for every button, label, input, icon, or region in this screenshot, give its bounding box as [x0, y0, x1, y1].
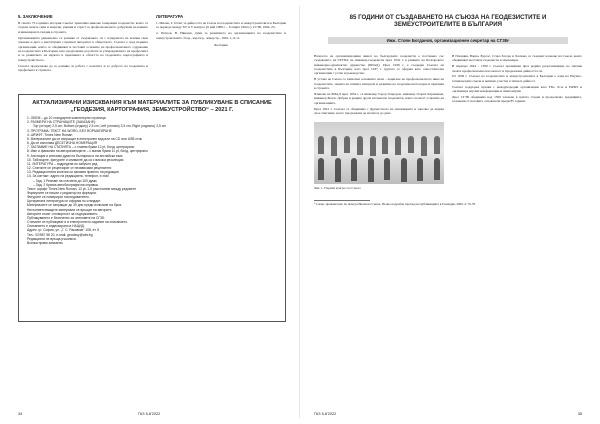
requirement-line: 2. РАЗМЕРИ НА СТРАНИЦИТЕ (ЗАКАЗАНЕ): — [27, 120, 97, 125]
requirement-line: 3. ПРОГРАМА: ТЕКСТ НА WORD, БЕЗ ФОРМАТИРАНЕ — [27, 128, 112, 133]
congress-photo — [314, 122, 444, 184]
article-paragraph: В Пловдив, Варна, Бургас, Стара Загора и Хасково се създават клонове на Съюза, които обединяват местните геодезисти и землемери. — [452, 53, 582, 63]
article-paragraph: Началото на организационния живот на българските геодезисти е поставено със създаването на ГРУПА на инженер-геодезисти през 1932 г. в рамките на Българското инженерно-архитектно дружество (БИАД). През 1936 г. е създаден Съюзът на геодезистите в България, като през 1937 г. групата се оформя като самостоятелна организация с устав и ръководство. — [314, 53, 444, 76]
article-column-right — [452, 54, 582, 190]
journal-issue: ГКЗ 5-6'2022 — [314, 412, 337, 416]
page-number: 35 — [577, 412, 582, 416]
requirement-line: Top (отгоре) 2,5 cm; Bottom (отдолу) 2,5 cm; Left (отляво) 2,5 cm; Right (отдясно) 2,5 cm — [33, 124, 167, 129]
reference-item: 2. Петров, В. Няколко думи за развитието на организацията на геодезистите и земеустроителите. Геод., картогр., земеустр., 1991, 1, 6-11. — [156, 31, 286, 40]
article-paragraph: Съюзът поддържа връзки с международни организации като FIG, ICA и ISPRS и организира научни конференции и симпозиуми. — [452, 84, 582, 94]
conclusion-paragraph: В своята 75-годишна история Съюзът приютява няколко генерации геодезисти, които са отдали своите сили и енергия, умения и страст за професионалното добруване на нашите и инженерната гилдия в страната. — [18, 21, 148, 34]
requirement-line: Фигурите се номерират последователно. — [27, 195, 90, 200]
page-number: 34 — [18, 412, 23, 416]
requirement-line: Публикуването е безплатно за членовете на СГЗБ. — [27, 215, 106, 220]
requirement-line: 7. ЗАГЛАВИЕ НА СТАТИЯТА – с главни букви 12 pt, болд, центрирано — [27, 145, 135, 150]
requirement-line: Формулите се пишат с редактор на формули. — [27, 190, 97, 195]
requirement-line: Всички права запазени. — [27, 240, 64, 245]
article-title: 85 ГОДИНИ ОТ СЪЗДАВАНЕТО НА СЪЮЗА НА ГЕОДЕЗИСТИТЕ И ЗЕМЕУСТРОИТЕЛИТЕ В БЪЛГАРИЯ — [349, 14, 547, 29]
requirement-line: 10. Таблиците, фигурите и снимките да са с висока резолюция — [27, 157, 124, 162]
requirement-line: Редакцията не връща ръкописи. — [27, 236, 77, 241]
requirement-line: Несъответстващите материали се връщат на авторите. — [27, 207, 113, 212]
article-column-left — [314, 54, 444, 190]
author-byline: Инж. Стоян Богданов, организационен секретар на СГЗБ¹ — [328, 37, 568, 44]
requirements-box — [18, 94, 286, 322]
article-paragraph: В устава на Съюза са записани основните цели – издигане на професионалното ниво на геодезистите, защита на техните интереси и развитие на геодезическата наука и практика в страната. — [314, 77, 444, 91]
requirement-line: Тел.: 02/987 58 20, e-mail: geodesy@abv.bg — [27, 232, 93, 237]
photo-people-row — [318, 158, 440, 178]
requirement-line: Авторите носят отговорност за съдържанието. — [27, 211, 99, 216]
left-page-columns — [18, 14, 286, 74]
references-heading: ЛИТЕРАТУРА — [156, 14, 184, 19]
right-page — [300, 0, 600, 424]
footnote: ¹ Слово, произнесено по повод юбилея на Съюза. Пълно подробен преглед на публикацията в Геомедия, 2009, 4, 76-78. — [314, 202, 476, 207]
photo-people-row — [318, 136, 440, 156]
conclusion-paragraph: Организацията удивително се развива от създаването си с подкрепата на всички свои членове и днес е институция с признат авторитет в обществото. Съюзът е сред първите организации, които се обединяват и поставят основите на професионалното сдружение на геодезистите в България, като продължава да работи за утвърждаването на професията и за развитието на науката и практиката в областта на геодезията, картографията и земеустройството. — [18, 35, 148, 62]
requirement-line: – Зад. 1 Резюме на статията до 100 думи; — [33, 178, 98, 183]
requirements-title-line1: АКТУАЛИЗИРАНИ ИЗИСКВАНИЯ КЪМ МАТЕРИАЛИТЕ ЗА ПУБЛИКУВАНЕ В СПИСАНИЕ — [32, 99, 272, 106]
requirement-line: Статиите се публикуват и в електронното издание на списанието. — [27, 220, 129, 225]
requirement-line: 14. За контакт: адрес на редакцията, телефон, e-mail — [27, 174, 109, 179]
requirement-line: 1. ОБЕМ – до 10 стандартни компютърни страници — [27, 116, 106, 121]
requirement-line: 8. Име и фамилия на автора/авторите – с малки букви 11 pt, болд, центрирано — [27, 149, 148, 154]
requirement-line: Материалите се изпращат до 30 дни преди излизане на броя. — [27, 203, 123, 208]
requirement-line: – Зад. 2 Кратка автобиографична справка. — [33, 182, 99, 187]
article-paragraph: В периода 1944 – 1950 г. Съюзът преминава през редица реорганизации, но запазва своята професионална насоченост и продължава дейността си. — [452, 64, 582, 73]
requirement-line: Адрес: гр. София, ул. „Г. С. Раковски“ 108, ет. 5 — [27, 228, 100, 233]
requirements-title-line2: „ГЕОДЕЗИЯ, КАРТОГРАФИЯ, ЗЕМЕУСТРОЙСТВО“ – 2021 Г. — [70, 106, 234, 113]
requirement-line: 11. ЛИТЕРАТУРА – подредена по азбучен ред — [27, 161, 98, 166]
article-paragraph: Днес СГЗБ обединява над 1500 членове в цялата страна и продължава традициите, заложени от неговите основатели преди 85 години. — [452, 95, 582, 104]
requirement-line: Текст: шрифт Times New Roman, 12 pt, 1,5 разстояние между редовете — [27, 186, 137, 191]
article-paragraph: Членове на БИАД през 1934 г. са инженер Тодор Гендоров, инженер Георги Каракашев, инженер Бончо Добрев и редица други изтъкнати геодезисти, които полагат основите на организацията. — [314, 92, 444, 105]
requirement-line: 12. Статиите се рецензират от независими рецензенти — [27, 166, 112, 171]
requirement-line: 4. ШРИФТ: Times New Roman — [27, 132, 73, 137]
requirement-line: 13. Редакционната колегия си запазва правото на редакция — [27, 170, 119, 175]
article-paragraph: От 1956 г. Съюзът на геодезистите и земеустроителите в България е член на Научно-техническите съюзи и активно участва в тяхната дейност. — [452, 74, 582, 83]
references-column — [156, 14, 286, 74]
photo-caption: Фиг. 1. Първия конгрес на Съюза — [314, 185, 361, 190]
conclusion-paragraph: Съюзът продължава да се развива за работа с колегите и за доброто на геодезията и професията в страната. — [18, 63, 148, 73]
conclusion-heading: 5. ЗАКЛЮЧЕНИЕ — [18, 14, 53, 19]
journal-issue: ГКЗ 5-6'2022 — [138, 412, 161, 416]
author-place: България — [214, 43, 228, 48]
requirement-line: 6. Да се използва ДЕСЕТИЧНА НОМЕРАЦИЯ — [27, 141, 98, 146]
requirement-line: 9. Анотация и ключови думи на български и на английски език — [27, 153, 123, 158]
requirement-line: 5. Материалите да се изпращат в електронен вид или на CD или USB стик — [27, 136, 142, 141]
reference-item: 1. Милев, Г. Отчет за дейността на Съюза на геодезистите и земеустроителите в България за периода между XV и V конгрес (9 май 1989 г. – 9 април 1994 г.). СГЗБ, 1994, 25. — [156, 21, 286, 30]
requirements-title — [27, 100, 277, 113]
article-columns — [314, 54, 582, 190]
requirement-line: Списанието е индексирано в НАЦИД. — [27, 224, 85, 229]
requirement-line: Цитираната литература се оформя по стандарт. — [27, 199, 101, 204]
conclusion-column — [18, 14, 148, 74]
footnote-rule — [314, 200, 370, 201]
article-paragraph: През 1941 г. Съюзът се обединява с Дружеството на землемерите и започва да издава свое списание, което продължава да излиза и до днес. — [314, 106, 444, 116]
